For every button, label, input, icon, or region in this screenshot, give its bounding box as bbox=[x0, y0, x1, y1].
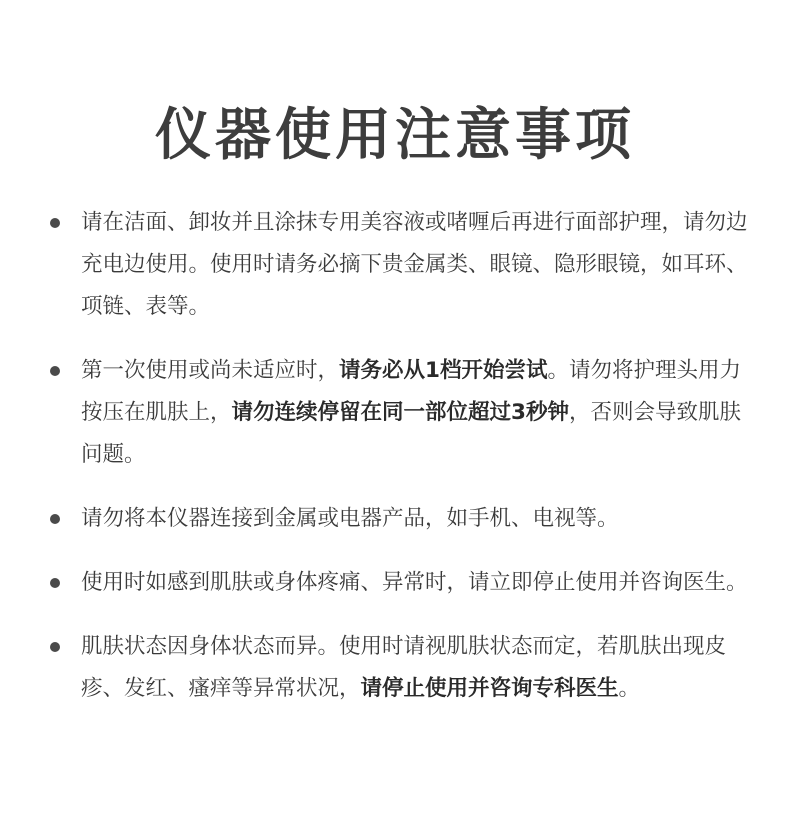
bullet-dot-icon bbox=[50, 366, 60, 376]
bullet-dot-icon bbox=[50, 642, 60, 652]
note-text: 请勿将本仪器连接到金属或电器产品，如手机、电视等。 bbox=[81, 506, 619, 531]
list-item bbox=[48, 626, 748, 710]
list-item bbox=[48, 350, 748, 476]
note-text: 使用时如感到肌肤或身体疼痛、异常时，请立即停止使用并咨询医生。 bbox=[81, 570, 748, 595]
note-text: 。 bbox=[618, 676, 641, 701]
bullet-dot-icon bbox=[50, 218, 60, 228]
note-emphasis: 请勿连续停留在同一部位超过3秒钟 bbox=[231, 400, 569, 425]
note-text: 第一次使用或尚未适应时， bbox=[81, 358, 340, 383]
page-title: 仪器使用注意事项 bbox=[155, 102, 635, 168]
bullet-dot-icon bbox=[50, 578, 60, 588]
bullet-dot-icon bbox=[50, 514, 60, 524]
note-text: 肌肤状态因身体状态而异。使用时请视肌肤状态而定，若肌肤出现皮疹、发红、瘙痒等异常状况， bbox=[81, 634, 727, 701]
note-text: ，否则会导致肌肤问题。 bbox=[81, 400, 741, 467]
precautions-list bbox=[48, 202, 748, 732]
list-item bbox=[48, 202, 748, 328]
note-text: 。请勿将护理头用力按压在肌肤上， bbox=[81, 358, 741, 425]
note-emphasis: 请务必从1档开始尝试 bbox=[339, 358, 548, 383]
note-emphasis: 请停止使用并咨询专科医生 bbox=[360, 676, 619, 701]
list-item bbox=[48, 562, 748, 604]
note-text: 请在洁面、卸妆并且涂抹专用美容液或啫喱后再进行面部护理，请勿边充电边使用。使用时请务必摘下贵金属类、眼镜、隐形眼镜，如耳环、项链、表等。 bbox=[81, 210, 748, 319]
list-item bbox=[48, 498, 748, 540]
